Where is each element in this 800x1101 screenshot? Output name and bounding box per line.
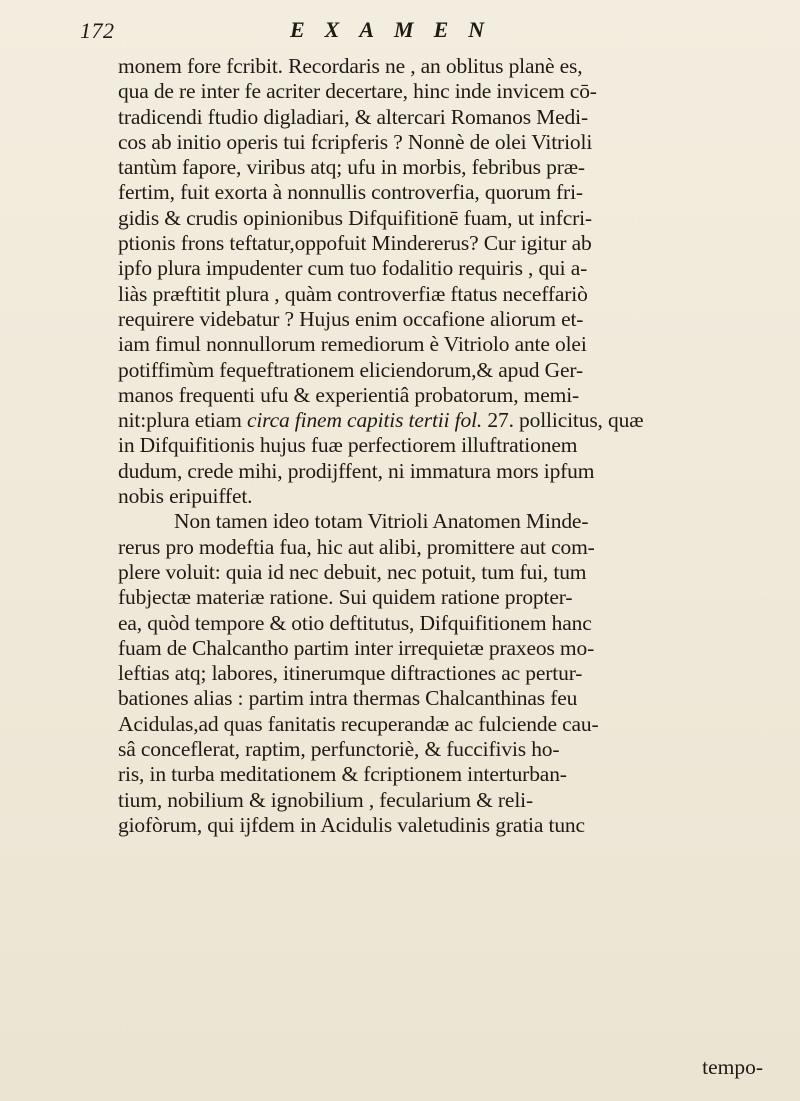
text-line: monem fore fcribit. Recordaris ne , an oblitus planè es, bbox=[118, 54, 583, 78]
text-line: ris, in turba meditationem & fcriptionem interturban- bbox=[118, 762, 567, 787]
text-line: sâ conceflerat, raptim, perfunctoriè, & fuccifivis ho- bbox=[118, 737, 560, 762]
text-line: ptionis frons teftatur,oppofuit Mindererus? Cur igitur ab bbox=[118, 231, 592, 256]
text-line: gidis & crudis opinionibus Difquifitionē fuam, ut infcri- bbox=[118, 205, 592, 230]
text-line: ea, quòd tempore & otio deftitutus, Difquifitionem hanc bbox=[118, 610, 592, 635]
text-line: tantùm fapore, viribus atq; ufu in morbis, febribus præ- bbox=[118, 155, 585, 180]
text-line: plere voluit: quia id nec debuit, nec potuit, tum fui, tum bbox=[118, 559, 587, 584]
body-text bbox=[118, 54, 768, 838]
text-line: ipfo plura impudenter cum tuo fodalitio requiris , qui a- bbox=[118, 256, 588, 281]
page-number: 172 bbox=[80, 18, 115, 43]
text-line: nobis eripuiffet. bbox=[118, 484, 253, 509]
text-line: leftias atq; labores, itinerumque diftractiones ac pertur- bbox=[118, 661, 583, 686]
text-line: tium, nobilium & ignobilium , fecularium & reli- bbox=[118, 787, 533, 812]
text-line: manos frequenti ufu & experientiâ probatorum, memi- bbox=[118, 382, 580, 407]
running-head: EXAMEN bbox=[290, 17, 505, 42]
text-line: Non tamen ideo totam Vitrioli Anatomen Minde- bbox=[174, 509, 589, 534]
text-line: cos ab initio operis tui fcripferis ? Nonnè de olei Vitrioli bbox=[118, 129, 593, 154]
text-line: potiffimùm fequeftrationem eliciendorum,& apud Ger- bbox=[118, 357, 583, 382]
text-line: qua de re inter fe acriter decertare, hinc inde invicem cō- bbox=[118, 79, 597, 104]
page-header bbox=[80, 14, 700, 48]
text-line-italic-segment: circa finem capitis tertii fol. bbox=[246, 408, 483, 433]
text-line bbox=[118, 408, 768, 433]
text-line: fertim, fuit exorta à nonnullis controverfia, quorum fri- bbox=[118, 180, 583, 205]
text-line-segment: 27. pollicitus, quæ bbox=[482, 408, 644, 433]
text-line: iam fimul nonnullorum remediorum è Vitriolo ante olei bbox=[118, 332, 587, 357]
text-line: fuam de Chalcantho partim inter irrequietæ praxeos mo- bbox=[118, 635, 595, 660]
text-line: rerus pro modeftia fua, hic aut alibi, promittere aut com- bbox=[118, 534, 595, 559]
text-line: bationes alias : partim intra thermas Chalcanthinas feu bbox=[118, 686, 578, 711]
text-line: giofòrum, qui ijfdem in Acidulis valetudinis gratia tunc bbox=[118, 812, 585, 837]
text-line: tradicendi ftudio digladiari, & altercari Romanos Medi- bbox=[118, 104, 588, 129]
text-line-segment: nit:plura etiam bbox=[118, 408, 247, 433]
catchword: tempo- bbox=[702, 1055, 763, 1079]
text-line: in Difquifitionis hujus fuæ perfectiorem illuftrationem bbox=[118, 433, 578, 458]
text-line: Acidulas,ad quas fanitatis recuperandæ ac fulciende cau- bbox=[118, 711, 599, 736]
text-line: requirere videbatur ? Hujus enim occafione aliorum et- bbox=[118, 306, 584, 331]
text-line: fubjectæ materiæ ratione. Sui quidem ratione propter- bbox=[118, 585, 573, 610]
text-line: liàs præftitit plura , quàm controverfiæ ftatus neceffariò bbox=[118, 281, 588, 306]
text-line: dudum, crede mihi, prodijffent, ni immatura mors ipfum bbox=[118, 458, 595, 483]
